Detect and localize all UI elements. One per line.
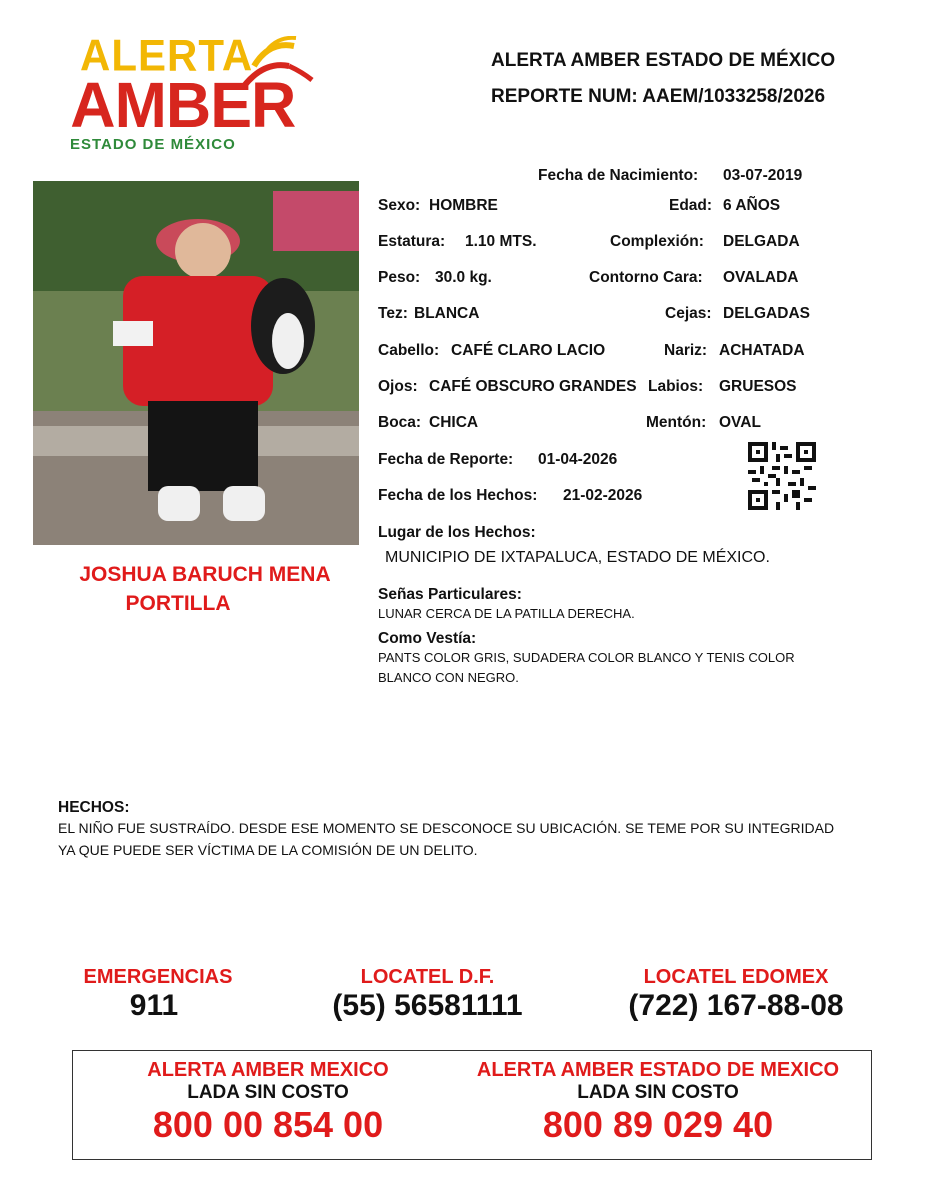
vestia-label: Como Vestía: xyxy=(378,630,477,647)
qr-code-icon[interactable] xyxy=(748,442,816,510)
field-complexion-value: DELGADA xyxy=(723,233,800,250)
contact-label: EMERGENCIAS xyxy=(83,966,233,988)
logo-alerta-text: ALERTA xyxy=(80,30,254,81)
field-cabello-label: Cabello: xyxy=(378,342,440,359)
vestia-line2: BLANCO CON NEGRO. xyxy=(378,670,519,685)
field-cejas-label: Cejas: xyxy=(665,305,712,322)
lugar-label: Lugar de los Hechos: xyxy=(378,524,536,541)
hotline-number[interactable]: 800 00 854 00 xyxy=(152,1104,384,1145)
field-cabello-value: CAFÉ CLARO LACIO xyxy=(451,342,606,359)
senas-label: Señas Particulares: xyxy=(378,586,522,603)
hotline-number[interactable]: 800 89 029 40 xyxy=(542,1104,774,1145)
contact-label: LOCATEL EDOMEX xyxy=(643,966,829,988)
field-boca-value: CHICA xyxy=(429,414,479,431)
field-estatura-label: Estatura: xyxy=(378,233,446,250)
alerta-amber-logo xyxy=(66,30,316,156)
field-labios-value: GRUESOS xyxy=(719,378,797,395)
field-menton-value: OVAL xyxy=(719,414,761,431)
field-edad-value: 6 AÑOS xyxy=(723,197,781,214)
field-estatura-value: 1.10 MTS. xyxy=(465,233,537,250)
field-fecha-reporte-value: 01-04-2026 xyxy=(538,451,618,468)
field-complexion-label: Complexión: xyxy=(610,233,704,250)
header-title: ALERTA AMBER ESTADO DE MÉXICO xyxy=(491,50,836,71)
vestia-line1: PANTS COLOR GRIS, SUDADERA COLOR BLANCO Y TENIS COLOR xyxy=(378,650,795,665)
hotline-title: ALERTA AMBER ESTADO DE MEXICO xyxy=(476,1059,840,1081)
hotline-subtitle: LADA SIN COSTO xyxy=(577,1082,739,1103)
field-nariz-label: Nariz: xyxy=(664,342,708,359)
contact-locatel-df xyxy=(315,966,540,1023)
contact-number[interactable]: (722) 167-88-08 xyxy=(628,989,844,1022)
lugar-value: MUNICIPIO DE IXTAPALUCA, ESTADO DE MÉXICO. xyxy=(385,549,770,566)
field-contorno-value: OVALADA xyxy=(723,269,799,286)
field-cejas-value: DELGADAS xyxy=(723,305,810,322)
logo-estado-text: ESTADO DE MÉXICO xyxy=(70,136,236,153)
hechos-line1: EL NIÑO FUE SUSTRAÍDO. DESDE ESE MOMENTO SE DESCONOCE SU UBICACIÓN. SE TEME POR SU INTEGRIDAD xyxy=(58,820,835,836)
person-name-line2: PORTILLA xyxy=(125,592,231,615)
logo-signal-icon xyxy=(234,36,314,96)
field-ojos-label: Ojos: xyxy=(378,378,418,395)
hotline-mexico xyxy=(113,1059,423,1146)
field-tez-label: Tez: xyxy=(378,305,408,322)
missing-person-photo xyxy=(33,181,359,545)
contact-number[interactable]: 911 xyxy=(129,989,179,1022)
report-number: REPORTE NUM: AAEM/1033258/2026 xyxy=(491,86,826,107)
hotline-subtitle: LADA SIN COSTO xyxy=(187,1082,349,1103)
contact-emergencias xyxy=(58,966,258,1023)
field-sexo-label: Sexo: xyxy=(378,197,421,214)
contact-label: LOCATEL D.F. xyxy=(360,966,495,988)
hotline-title: ALERTA AMBER MEXICO xyxy=(147,1059,389,1081)
field-tez-value: BLANCA xyxy=(414,305,480,322)
field-nariz-value: ACHATADA xyxy=(719,342,805,359)
field-sexo-value: HOMBRE xyxy=(429,197,498,214)
senas-value: LUNAR CERCA DE LA PATILLA DERECHA. xyxy=(378,606,635,621)
field-peso-value: 30.0 kg. xyxy=(435,269,492,286)
logo-amber-text: AMBER xyxy=(70,69,296,141)
field-fecha-nacimiento-label: Fecha de Nacimiento: xyxy=(538,167,699,184)
contact-number[interactable]: (55) 56581111 xyxy=(332,989,523,1022)
field-fecha-nacimiento-value: 03-07-2019 xyxy=(723,167,803,184)
hechos-line2: YA QUE PUEDE SER VÍCTIMA DE LA COMISIÓN DE UN DELITO. xyxy=(58,842,478,858)
field-fecha-hechos-value: 21-02-2026 xyxy=(563,487,643,504)
contact-locatel-edomex xyxy=(605,966,867,1023)
field-fecha-reporte-label: Fecha de Reporte: xyxy=(378,451,514,468)
field-ojos-value: CAFÉ OBSCURO GRANDES xyxy=(429,378,637,395)
field-edad-label: Edad: xyxy=(669,197,713,214)
field-menton-label: Mentón: xyxy=(646,414,707,431)
field-contorno-label: Contorno Cara: xyxy=(589,269,703,286)
field-fecha-hechos-label: Fecha de los Hechos: xyxy=(378,487,538,504)
hotline-estado-mexico xyxy=(453,1059,863,1146)
person-name-line1: JOSHUA BARUCH MENA xyxy=(79,563,331,586)
field-boca-label: Boca: xyxy=(378,414,422,431)
field-labios-label: Labios: xyxy=(648,378,704,395)
hechos-label: HECHOS: xyxy=(58,799,130,816)
field-peso-label: Peso: xyxy=(378,269,421,286)
hotlines-box xyxy=(72,1050,872,1160)
